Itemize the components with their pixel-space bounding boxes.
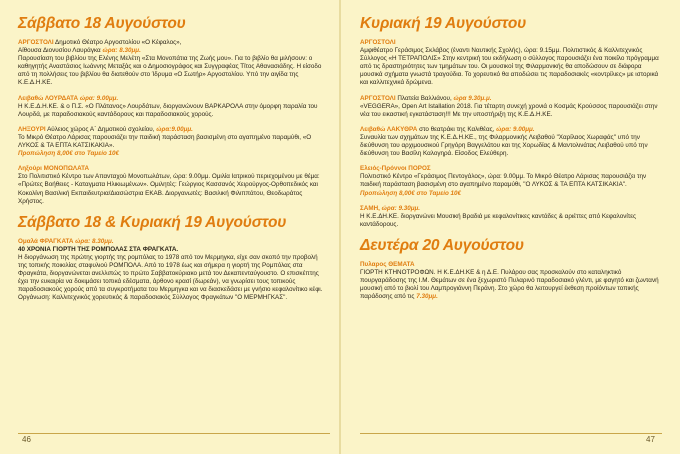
event-time: ώρα: 9.00μμ. bbox=[496, 125, 535, 133]
day-heading-sunday: Κυριακή 19 Αυγούστου bbox=[360, 15, 527, 32]
event-fragkata bbox=[18, 238, 328, 303]
event-venue-line: Αίθουσα Διονυσίου Λαυράγκα bbox=[18, 47, 101, 55]
event-argostoli-tetrapolis bbox=[360, 39, 665, 88]
event-venue: στο θεατράκι της Καλιθέας, bbox=[419, 125, 495, 133]
event-venue: Δημοτικό Θέατρο Αργοστολίου «Ο Κέφαλος», bbox=[55, 39, 182, 46]
day-heading-monday: Δευτέρα 20 Αυγούστου bbox=[360, 236, 524, 254]
event-place: ΑΡΓΟΣΤΟΛΙ bbox=[18, 39, 54, 46]
event-body: «VEGGERA», Open Art Istallation 2018. Για τέταρτη συνεχή χρονιά ο Κοσμάς Κρούσσος παρουσιάζει στην νέα του εικαστική εγκατάσταση!!! Με την υποστήριξη της Κ.Ε.Δ.Η.ΚΕ. bbox=[360, 102, 658, 118]
event-place: Ελειός-Πρόννοι ΠΟΡΟΣ bbox=[360, 165, 431, 173]
event-body: Η διοργάνωση της πρώτης γιορτής της ρομπόλας το 1978 από τον Μερμηγκα, είχε σαν σκοπό την προβολή της τοπικής ποικιλίας σταφυλιού ΡΟΜΠΟΛΑ. Από το 1978 έως και σήμερα η γιορτή της Ρομπόλας στα Φραγκάτα, διοργανώνεται ανελλιπώς το πρώτο Σαββατοκύριακο μετά τον Δεκαπενταύγουστο. Ο επισκέπτης έχει την ευκαιρία να δοκιμάσει τοπικά εδέσματα, άρθονο κρασί (δωρεάν), να γνωρίσει τους τοπικούς παραδοσιακούς χορούς από τα συγκροτήματα του Μερμηγκα και να διασκεδάσει με γνήσιο κεφαλονίτικο κέφι. Οργάνωση: Καλλιτεχνικός χορευτικός & παραδοσιακός Σύλλογος Φραγκάτων "Ο ΜΕΡΜΗΓΚΑΣ". bbox=[18, 253, 323, 302]
event-body: Το Μικρό Θέατρο Λάρισας παρουσιάζει την παιδική παράσταση βασισμένη στο αγαπημένο παραμύθι, «Ο ΛΥΚΟΣ & ΤΑ ΕΠΤΑ ΚΑΤΣΙΚΑΚΙΑ». bbox=[18, 133, 312, 150]
left-page bbox=[18, 10, 328, 309]
event-time: ώρα: 8.30μμ. bbox=[75, 237, 114, 245]
event-poros bbox=[360, 165, 665, 197]
event-lourdata bbox=[18, 95, 328, 119]
day-heading-saturday: Σάββατο 18 Αυγούστου bbox=[18, 15, 186, 32]
event-body: Η Κ.Ε.ΔΗ.ΚΕ. διοργανώνει Μουσική Βραδιά με κεφαλονίτικες καντάδες & αριέττες από Κεφαλονίτες καντάδορους. bbox=[360, 212, 637, 228]
event-monopolata bbox=[18, 165, 328, 205]
event-body: Πολιτιστικό Κέντρο «Γεράσιμος Πεντογάλος», ώρα: 9.00μμ. Το Μικρό Θέατρο Λάρισας παρουσιάζει την παιδική παράσταση βασισμένη στο αγαπημένο παραμύθι, "Ο ΛΥΚΟΣ & ΤΑ ΕΠΤΑ ΚΑΤΣΙΚΑΚΙΑ". bbox=[360, 173, 647, 189]
event-title: 40 ΧΡΟΝΙΑ ΓΙΟΡΤΗ ΤΗΣ ΡΟΜΠΟΛΑΣ ΣΤΑ ΦΡΑΓΚΑΤΑ. bbox=[18, 245, 179, 253]
event-ticket-promo: Προπώληση 8,00€ στο Ταμείο 10€ bbox=[18, 150, 120, 158]
event-time: ώρα 9.30μ.μ. bbox=[453, 94, 492, 102]
event-venue: Αύλειος χώρος Α΄ Δημοτικού σχολείου, bbox=[47, 125, 155, 133]
footer-rule-right bbox=[360, 433, 662, 434]
event-place: ΛΗΞΟΥΡΙ bbox=[18, 125, 46, 133]
right-page bbox=[360, 10, 665, 308]
day-heading-weekend: Σάββατο 18 & Κυριακή 19 Αυγούστου bbox=[18, 213, 287, 231]
footer-rule-left bbox=[18, 433, 330, 434]
event-body: ΓΙΟΡΤΗ ΚΤΗΝΟΤΡΟΦΩΝ. Η Κ.Ε.ΔΗ.ΚΕ & η Δ.Ε. Πυλάρου σας προσκαλούν στο καταληκτικό πουργαράδοσης της Ι.Μ. Θεμάτων σε ένα ξεχωριστό Πυλαρινό παραδοσιακό γλέντι, με φαγητό και ζωντανή μουσική από το βιολί του Λαμπρογιάννη Περάνη. Στο χώρο θα λειτουργεί έκθεση προϊόντων τοπικής παράδοσης από τις bbox=[360, 268, 659, 301]
event-lixouri-theatre bbox=[18, 126, 328, 158]
event-place: ΑΡΓΟΣΤΟΛΙ bbox=[360, 94, 396, 102]
event-place: Πυλαρος ΘΕΜΑΤΑ bbox=[360, 260, 415, 268]
event-time: ώρα: 9.30μμ. bbox=[381, 204, 421, 212]
event-time: 7.30μμ. bbox=[416, 293, 438, 301]
event-ticket-promo: Προπώληση 8,00€ στο Ταμείο 10€ bbox=[360, 189, 462, 197]
page-number-right: 47 bbox=[646, 435, 655, 444]
event-place: Ομαλά ΦΡΑΓΚΑΤΑ bbox=[18, 237, 74, 245]
page-gutter bbox=[339, 0, 341, 454]
event-argostoli-veggera bbox=[360, 95, 665, 119]
event-body: Αμφιθέατρο Γεράσιμος Σκλάβος (έναντι Ναυτικής Σχολής), ώρα: 9.15μμ. Πολιτιστικός & Καλλιτεχνικός Σύλλογος «Η ΤΕΤΡΑΠΟΛΙΣ» Στην κεντρική του εκδήλωση ο σύλλογος παρουσιάζει ένα ποικίλο πρόγραμμα από τις δραστηριότητες των τμημάτων του. Οι μουσικοί της Φιλαρμονικής θα αποδώσουν σε διάφορα μουσικά σχήματα γνωστά τραγούδια. Το χορευτικό θα αποδώσει τις παραδοσιακές «κοντρίλιες» με ιστορικά και καλλιτεχνικά δρώμενα. bbox=[360, 47, 659, 87]
event-body: Η Κ.Ε.Δ.Η.ΚΕ. & ο Π.Σ. «Ο Πλάτανος» Λουρδάτων, διοργανώνουν ΒΑΡΚΑΡΟΛΑ στην όμορφη παραλία του Λουρδά, με παραδοσιακούς καντάδορους και παραδοσιακούς χορούς. bbox=[18, 102, 318, 118]
event-time: ώρα:9.00μμ. bbox=[156, 125, 193, 133]
event-body: Συναυλία των σχημάτων της Κ.Ε.Δ.Η.ΚΕ., της Φιλαρμονικής Λειβαθού "Χαρίλαος Χωραφάς" υπό την διεύθυνση του αρχιμουσικού Γρηγόρη Βαγγελάτου και της Χορωδίας & Μαντολινάτας Λειβαθού υπό την διεύθυνση του Βασίλη Καλογηρά. Είσοδος Ελεύθερη. bbox=[360, 133, 648, 158]
page-number-left: 46 bbox=[22, 435, 31, 444]
event-lakythra bbox=[360, 126, 665, 158]
event-sami bbox=[360, 205, 665, 229]
event-venue: Πλατεία Βαλλιάνου, bbox=[397, 94, 452, 102]
event-body: Στο Πολιτιστικό Κέντρο των Απανταχού Μονοπωλάτων, ώρα: 9.00μμ. Ομιλία Ιατρικού περιεχομένου με θέμα: «Πρώτες Βοήθειες - Καταγματα Ηλικιωμένων». Ομιλητές: Γεώργιος Κασσανός Χειρούργος-Ορθοπεδικός και Κοκολίνη Βασιλική Εκπαιδευτρια/Διασώστρια ΕΚΑΒ. Διοργανωτές: Βασιλική Φιλιππάτου, Θεοδωράτος Χρήστος. bbox=[18, 173, 320, 205]
event-pylaros bbox=[360, 261, 665, 301]
event-body: Παρουσίαση του βιβλίου της Ελένης Μελέτη «Στα Μονοπάτια της Ζωής μου». Για το βιβλίο θα μιλήσουν: ο καθηγητής Αναστάσιος Ιωάννης Μεταξάς και ο Δημοσιογράφος και Συγγραφέας Τίτος Αθανασιάδης. Η είσοδο από τη πολλήσεις του βιβλίου θα διατεθούν στο Ίδρυμα «Ο Σωτήρ» Αργοστολίου. Υπό την αιγίδα της Κ.Ε.Δ.Η.ΚΕ. bbox=[18, 55, 322, 87]
event-place: ΑΡΓΟΣΤΟΛΙ bbox=[360, 39, 396, 46]
event-argostoli-book bbox=[18, 39, 328, 88]
event-place: Λειβαθώ ΛΟΥΡΔΑΤΑ bbox=[18, 94, 79, 102]
event-place: Λειβαθώ ΛΑΚΥΘΡΑ bbox=[360, 125, 418, 133]
event-place: Ληξούρι ΜΟΝΟΠΩΛΑΤΑ bbox=[18, 165, 90, 173]
event-time: ώρα: 9.00μμ. bbox=[79, 94, 119, 102]
event-place: ΣΑΜΗ, bbox=[360, 204, 380, 212]
event-time: ώρα: 8.30μμ. bbox=[102, 47, 141, 55]
